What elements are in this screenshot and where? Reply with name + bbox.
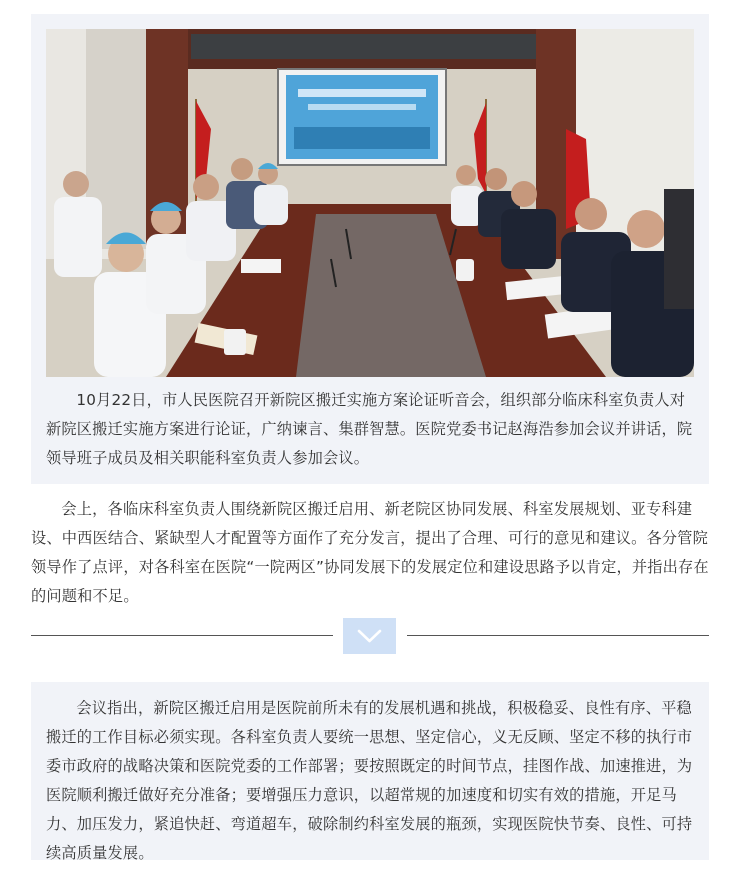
summary-card <box>31 682 709 860</box>
article-paragraph-3: 会议指出，新院区搬迁启用是医院前所未有的发展机遇和挑战，积极稳妥、良性有序、平稳搬迁的工作目标必须实现。各科室负责人要统一思想、坚定信心，义无反顾、坚定不移的执行市委市政府的战略决策和医院党委的工作部署；要按照既定的时间节点，挂图作战、加速推进，为医院顺利搬迁做好充分准备；要增强压力意识，以超常规的加速度和切实有效的措施，开足马力、加压发力，紧追快赶、弯道超车，破除制约科室发展的瓶颈，实现医院快节奏、良性、可持续高质量发展。 <box>46 699 693 862</box>
article-paragraph-2: 会上，各临床科室负责人围绕新院区搬迁启用、新老院区协同发展、科室发展规划、亚专科建设、中西医结合、紧缺型人才配置等方面作了充分发言，提出了合理、可行的意见和建议。各分管院领导作了点评，对各科室在医院“一院两区”协同发展下的发展定位和建设思路予以肯定，并指出存在的问题和不足。 <box>31 500 709 605</box>
meeting-photo <box>46 29 694 377</box>
photo-caption: 10月22日，市人民医院召开新院区搬迁实施方案论证听音会，组织部分临床科室负责人对新院区搬迁实施方案进行论证，广纳谏言、集群智慧。医院党委书记赵海浩参加会议并讲话，院领导班子成员及相关职能科室负责人参加会议。 <box>46 391 693 467</box>
meeting-photo-illustration <box>46 29 694 377</box>
chevron-down-icon <box>343 618 396 654</box>
photo-card <box>31 14 709 484</box>
chevron-down-icon-glyph <box>343 618 396 654</box>
divider-line-left <box>31 635 333 636</box>
divider-line-right <box>407 635 709 636</box>
